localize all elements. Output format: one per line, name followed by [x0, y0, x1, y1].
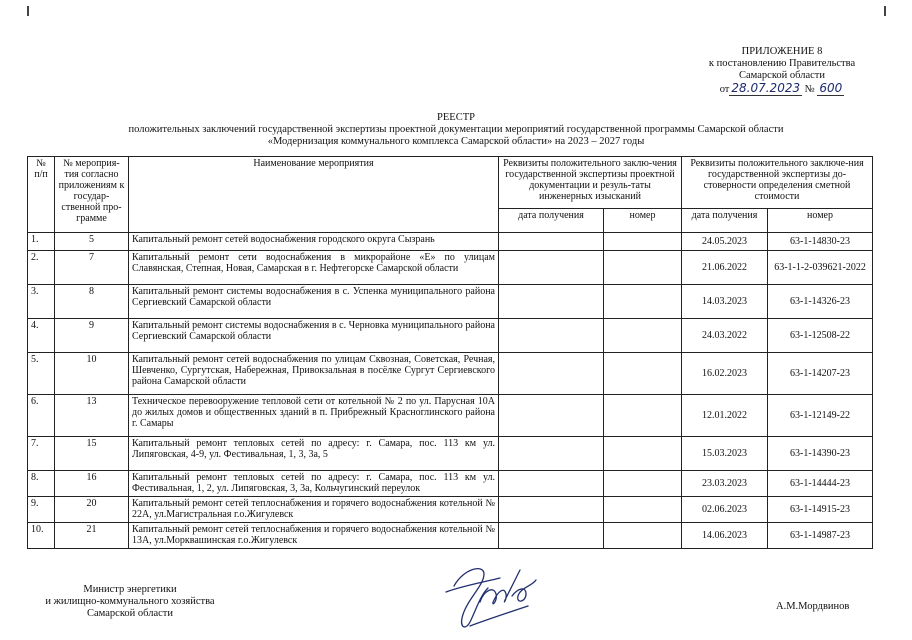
row-design-date — [499, 285, 604, 319]
row-cost-number: 63-1-14915-23 — [768, 497, 873, 523]
row-cost-number: 63-1-14326-23 — [768, 285, 873, 319]
row-cost-date: 02.06.2023 — [682, 497, 768, 523]
header-design-date: дата получения — [499, 209, 604, 233]
row-name: Капитальный ремонт системы водоснабжения в с. Успенка муниципального района Сергиевский Самарской области — [129, 285, 499, 319]
row-cost-number: 63-1-12149-22 — [768, 395, 873, 437]
table-row — [28, 233, 873, 251]
document-title — [0, 112, 912, 148]
row-cost-date: 12.01.2022 — [682, 395, 768, 437]
register-heading: РЕЕСТР — [437, 112, 475, 123]
row-name: Капитальный ремонт сетей теплоснабжения и горячего водоснабжения котельной № 13А, ул.Морквашинская г.о.Жигулевск — [129, 523, 499, 549]
table-row — [28, 353, 873, 395]
row-design-number — [604, 319, 682, 353]
appendix-title: ПРИЛОЖЕНИЕ 8 — [741, 46, 823, 57]
position-line-3: Самарской области — [87, 608, 173, 619]
table-row — [28, 395, 873, 437]
row-cost-date: 14.03.2023 — [682, 285, 768, 319]
header-name: Наименование мероприятия — [129, 157, 499, 233]
row-design-number — [604, 353, 682, 395]
row-number: 3. — [28, 285, 55, 319]
row-ref: 10 — [55, 353, 129, 395]
row-ref: 9 — [55, 319, 129, 353]
row-cost-number: 63-1-1-2-039621-2022 — [768, 251, 873, 285]
row-name: Капитальный ремонт системы водоснабжения в с. Черновка муниципального района Сергиевский Самарской области — [129, 319, 499, 353]
row-cost-number: 63-1-12508-22 — [768, 319, 873, 353]
row-number: 1. — [28, 233, 55, 251]
row-design-date — [499, 233, 604, 251]
row-design-date — [499, 471, 604, 497]
row-design-number — [604, 251, 682, 285]
row-ref: 7 — [55, 251, 129, 285]
header-cost-date: дата получения — [682, 209, 768, 233]
row-number: 9. — [28, 497, 55, 523]
row-ref: 8 — [55, 285, 129, 319]
row-cost-date: 24.03.2022 — [682, 319, 768, 353]
row-name: Капитальный ремонт тепловых сетей по адресу: г. Самара, пос. 113 км ул. Фестивальная, 1, 2, ул. Липяговская, 3, 3а, Кольчугинский переулок — [129, 471, 499, 497]
table-row — [28, 285, 873, 319]
table-row — [28, 471, 873, 497]
row-ref: 16 — [55, 471, 129, 497]
row-ref: 20 — [55, 497, 129, 523]
row-cost-number: 63-1-14390-23 — [768, 437, 873, 471]
scan-mark-right — [884, 6, 886, 16]
scan-mark-left — [27, 6, 29, 16]
row-ref: 5 — [55, 233, 129, 251]
header-num: № п/п — [28, 157, 55, 233]
signer-name: А.М.Мордвинов — [776, 601, 850, 612]
header-cost-expertise: Реквизиты положительного заключе-ния государственной экспертизы до-стоверности определения сметной стоимости — [682, 157, 873, 209]
row-cost-number: 63-1-14830-23 — [768, 233, 873, 251]
row-number: 7. — [28, 437, 55, 471]
row-design-date — [499, 523, 604, 549]
row-design-date — [499, 395, 604, 437]
handwritten-number: 600 — [819, 81, 843, 95]
row-ref: 21 — [55, 523, 129, 549]
date-prefix: от — [719, 84, 730, 95]
signatory-position — [30, 584, 230, 620]
handwritten-signature — [440, 556, 540, 636]
appendix-date-line — [690, 82, 874, 96]
row-number: 6. — [28, 395, 55, 437]
row-design-number — [604, 497, 682, 523]
row-ref: 15 — [55, 437, 129, 471]
row-design-date — [499, 319, 604, 353]
register-table — [27, 156, 873, 549]
table-row — [28, 319, 873, 353]
row-design-date — [499, 497, 604, 523]
appendix-region: Самарской области — [739, 70, 825, 81]
row-cost-number: 63-1-14987-23 — [768, 523, 873, 549]
position-line-2: и жилищно-коммунального хозяйства — [45, 596, 215, 607]
row-number: 10. — [28, 523, 55, 549]
appendix-block — [690, 46, 874, 96]
row-name: Капитальный ремонт сетей водоснабжения городского округа Сызрань — [129, 233, 499, 251]
row-number: 2. — [28, 251, 55, 285]
header-design-expertise: Реквизиты положительного заклю-чения государственной экспертизы проектной документации и резуль-таты инженерных изысканий — [499, 157, 682, 209]
register-subtitle-2: «Модернизация коммунального комплекса Самарской области» на 2023 – 2027 годы — [267, 136, 645, 147]
table-row — [28, 251, 873, 285]
row-cost-date: 23.03.2023 — [682, 471, 768, 497]
row-name: Капитальный ремонт сетей теплоснабжения и горячего водоснабжения котельной № 22А, ул.Магистральная г.о.Жигулевск — [129, 497, 499, 523]
row-design-date — [499, 353, 604, 395]
row-design-date — [499, 251, 604, 285]
row-name: Капитальный ремонт тепловых сетей по адресу: г. Самара, пос. 113 км ул. Липяговская, 4-9, ул. Фестивальная, 1, 3, 3а, 5 — [129, 437, 499, 471]
row-number: 8. — [28, 471, 55, 497]
table-row — [28, 497, 873, 523]
row-number: 5. — [28, 353, 55, 395]
handwritten-date: 28.07.2023 — [731, 81, 801, 95]
position-line-1: Министр энергетики — [83, 584, 177, 595]
row-design-number — [604, 471, 682, 497]
row-cost-date: 15.03.2023 — [682, 437, 768, 471]
row-design-number — [604, 523, 682, 549]
row-cost-number: 63-1-14444-23 — [768, 471, 873, 497]
row-ref: 13 — [55, 395, 129, 437]
row-cost-date: 21.06.2022 — [682, 251, 768, 285]
header-ref: № мероприя-тия согласно приложениям к государ-ственной про-грамме — [55, 157, 129, 233]
row-name: Капитальный ремонт сети водоснабжения в микрорайоне «Е» по улицам Славянская, Степная, Новая, Самарская в г. Нефтегорске Самарской области — [129, 251, 499, 285]
row-name: Капитальный ремонт сетей водоснабжения по улицам Сквозная, Советская, Речная, Шевченко, Сургутская, Набережная, Привокзальная в посёлке Сургут Сергиевского района Самарской области — [129, 353, 499, 395]
register-subtitle-1: положительных заключений государственной экспертизы проектной документации мероприятий государственной программы Самарской области — [128, 124, 784, 135]
table-header-row — [28, 157, 873, 209]
table-row — [28, 437, 873, 471]
header-design-number: номер — [604, 209, 682, 233]
header-cost-number: номер — [768, 209, 873, 233]
row-design-number — [604, 395, 682, 437]
row-cost-date: 24.05.2023 — [682, 233, 768, 251]
row-cost-date: 14.06.2023 — [682, 523, 768, 549]
appendix-resolution: к постановлению Правительства — [708, 58, 856, 69]
row-design-number — [604, 233, 682, 251]
row-cost-date: 16.02.2023 — [682, 353, 768, 395]
row-number: 4. — [28, 319, 55, 353]
row-name: Техническое перевооружение тепловой сети от котельной № 2 по ул. Парусная 10А до жилых домов и общественных зданий в п. Прибрежный Красноглинского района г. Самары — [129, 395, 499, 437]
row-design-date — [499, 437, 604, 471]
row-cost-number: 63-1-14207-23 — [768, 353, 873, 395]
row-design-number — [604, 285, 682, 319]
row-design-number — [604, 437, 682, 471]
table-row — [28, 523, 873, 549]
number-sign: № — [804, 84, 815, 95]
